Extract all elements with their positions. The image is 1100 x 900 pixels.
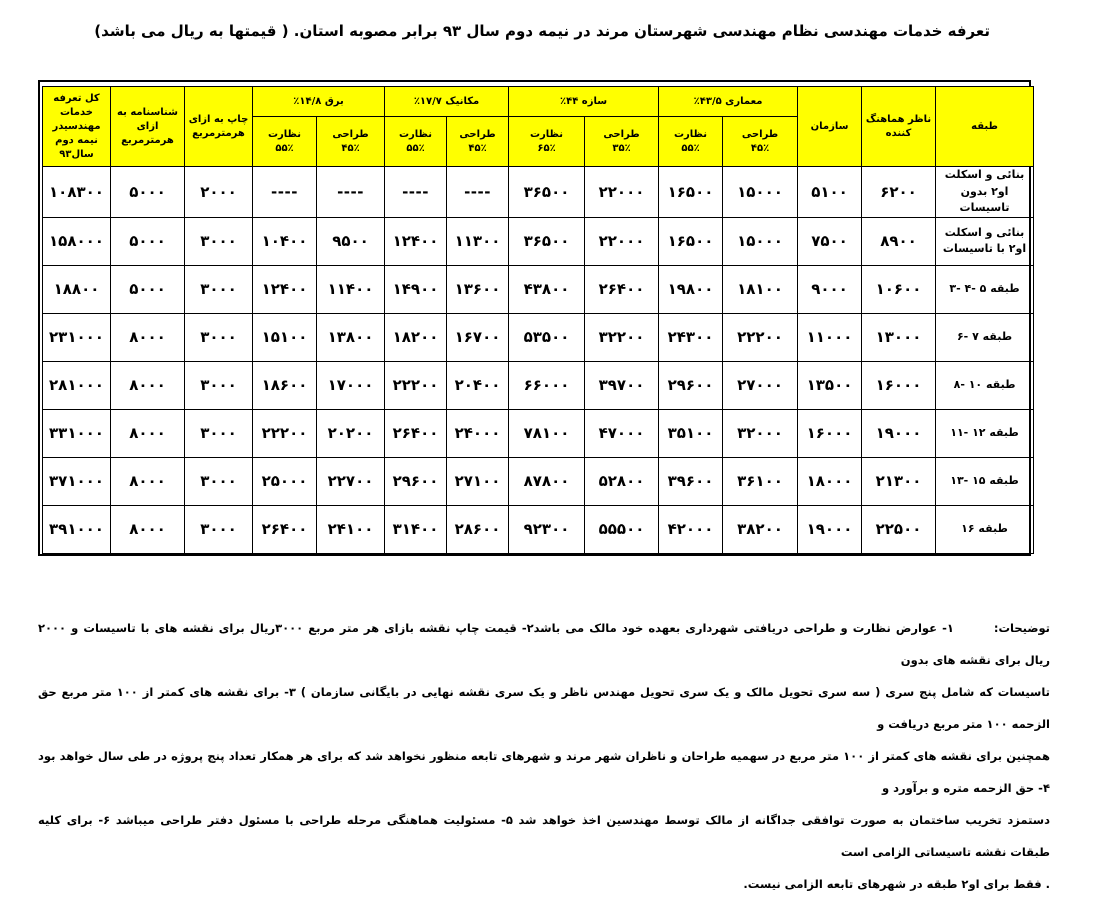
cell-organization: ۷۵۰۰: [798, 217, 862, 265]
header-organization: سازمان: [798, 87, 862, 167]
cell-organization: ۱۹۰۰۰: [798, 505, 862, 553]
cell-arch-super: ۴۲۰۰۰: [659, 505, 723, 553]
cell-print: ۳۰۰۰: [185, 505, 253, 553]
cell-floor: بنائی و اسکلت او۲ بدون تاسیسات: [936, 167, 1034, 218]
cell-struct-design: ۵۵۵۰۰: [585, 505, 659, 553]
subheader-elec-supervision: نظارت ۵۵٪: [253, 117, 317, 167]
cell-print: ۳۰۰۰: [185, 265, 253, 313]
cell-mech-design: ۲۴۰۰۰: [447, 409, 509, 457]
cell-elec-super: ۱۵۱۰۰: [253, 313, 317, 361]
cell-coordinator: ۱۳۰۰۰: [862, 313, 936, 361]
cell-arch-design: ۱۸۱۰۰: [723, 265, 798, 313]
cell-mech-design: ۲۷۱۰۰: [447, 457, 509, 505]
header-mechanical: مکانیک ۱۷/۷٪: [385, 87, 509, 117]
table-row: [43, 361, 1034, 409]
cell-elec-super: ----: [253, 167, 317, 218]
cell-organization: ۱۸۰۰۰: [798, 457, 862, 505]
cell-id-card: ۸۰۰۰: [111, 361, 185, 409]
cell-floor: طبقه ۱۲ -۱۱: [936, 409, 1034, 457]
cell-arch-super: ۱۹۸۰۰: [659, 265, 723, 313]
cell-total: ۲۳۱۰۰۰: [43, 313, 111, 361]
cell-coordinator: ۶۲۰۰: [862, 167, 936, 218]
cell-elec-design: ۱۳۸۰۰: [317, 313, 385, 361]
page-title: تعرفه خدمات مهندسی نظام مهندسی شهرستان مرند در نیمه دوم سال ۹۳ برابر مصوبه استان. ( قیمتها به ریال می باشد): [94, 22, 990, 40]
table-row: [43, 167, 1034, 218]
cell-coordinator: ۲۱۳۰۰: [862, 457, 936, 505]
cell-organization: ۱۳۵۰۰: [798, 361, 862, 409]
cell-total: ۱۵۸۰۰۰: [43, 217, 111, 265]
cell-floor: طبقه ۵ -۴ -۳: [936, 265, 1034, 313]
cell-mech-design: ۱۳۶۰۰: [447, 265, 509, 313]
cell-arch-design: ۲۷۰۰۰: [723, 361, 798, 409]
cell-mech-super: ۲۲۲۰۰: [385, 361, 447, 409]
cell-coordinator: ۸۹۰۰: [862, 217, 936, 265]
header-coordinator: ناظر هماهنگ کننده: [862, 87, 936, 167]
cell-arch-design: ۱۵۰۰۰: [723, 217, 798, 265]
cell-struct-design: ۴۷۰۰۰: [585, 409, 659, 457]
notes-line-3: همچنین برای نقشه های کمتر از ۱۰۰ متر مربع در سهمیه طراحان و ناظران شهر مرند و شهرهای تابعه منظور نخواهد شد که برای هر همکار تعداد پنج پروژه در طی سال خواهد بود ۴- حق الزحمه متره و برآورد و: [38, 749, 1050, 795]
tariff-table-frame: [38, 80, 1031, 556]
cell-organization: ۱۱۰۰۰: [798, 313, 862, 361]
table-row: [43, 409, 1034, 457]
cell-elec-design: ۲۰۲۰۰: [317, 409, 385, 457]
subheader-arch-supervision: نظارت ۵۵٪: [659, 117, 723, 167]
cell-struct-super: ۳۶۵۰۰: [509, 217, 585, 265]
cell-id-card: ۸۰۰۰: [111, 409, 185, 457]
cell-elec-design: ۲۴۱۰۰: [317, 505, 385, 553]
cell-total: ۱۰۸۳۰۰: [43, 167, 111, 218]
cell-id-card: ۸۰۰۰: [111, 313, 185, 361]
cell-id-card: ۸۰۰۰: [111, 457, 185, 505]
cell-print: ۳۰۰۰: [185, 361, 253, 409]
cell-total: ۱۸۸۰۰: [43, 265, 111, 313]
cell-mech-super: ۱۴۹۰۰: [385, 265, 447, 313]
cell-mech-design: ۲۰۴۰۰: [447, 361, 509, 409]
cell-total: ۳۳۱۰۰۰: [43, 409, 111, 457]
cell-arch-super: ۳۹۶۰۰: [659, 457, 723, 505]
cell-coordinator: ۱۰۶۰۰: [862, 265, 936, 313]
notes-line-4: دستمزد تخریب ساختمان به صورت توافقی جداگانه از مالک توسط مهندسین اخذ خواهد شد ۵- مسئولیت هماهنگی مرحله طراحی با مسئول دفتر طراحی میباشد ۶- برای کلیه طبقات نقشه تاسیساتی الزامی است: [38, 813, 1050, 859]
cell-total: ۲۸۱۰۰۰: [43, 361, 111, 409]
cell-arch-design: ۳۸۲۰۰: [723, 505, 798, 553]
cell-elec-super: ۱۲۴۰۰: [253, 265, 317, 313]
cell-mech-design: ۱۶۷۰۰: [447, 313, 509, 361]
cell-mech-super: ۳۱۴۰۰: [385, 505, 447, 553]
notes-line-5: . فقط برای او۲ طبقه در شهرهای تابعه الزامی نیست.: [743, 877, 1050, 891]
cell-arch-super: ۲۹۶۰۰: [659, 361, 723, 409]
cell-arch-design: ۱۵۰۰۰: [723, 167, 798, 218]
cell-struct-super: ۳۶۵۰۰: [509, 167, 585, 218]
cell-print: ۳۰۰۰: [185, 409, 253, 457]
header-total: کل تعرفه خدمات مهندسیدر نیمه دوم سال۹۳: [43, 87, 111, 167]
cell-elec-design: ۱۱۴۰۰: [317, 265, 385, 313]
cell-floor: طبقه ۱۶: [936, 505, 1034, 553]
cell-arch-super: ۲۴۳۰۰: [659, 313, 723, 361]
cell-elec-super: ۱۸۶۰۰: [253, 361, 317, 409]
cell-organization: ۹۰۰۰: [798, 265, 862, 313]
cell-struct-design: ۵۲۸۰۰: [585, 457, 659, 505]
subheader-struct-design: طراحی ۳۵٪: [585, 117, 659, 167]
cell-floor: بنائی و اسکلت او۲ با تاسیسات: [936, 217, 1034, 265]
cell-elec-design: ۱۷۰۰۰: [317, 361, 385, 409]
cell-mech-super: ۱۸۲۰۰: [385, 313, 447, 361]
cell-elec-super: ۲۲۲۰۰: [253, 409, 317, 457]
cell-struct-design: ۲۲۰۰۰: [585, 217, 659, 265]
cell-floor: طبقه ۱۰ -۸: [936, 361, 1034, 409]
table-row: [43, 265, 1034, 313]
cell-print: ۲۰۰۰: [185, 167, 253, 218]
cell-coordinator: ۱۹۰۰۰: [862, 409, 936, 457]
cell-organization: ۵۱۰۰: [798, 167, 862, 218]
notes-section: [38, 612, 1050, 900]
tariff-body: [43, 167, 1034, 554]
cell-struct-super: ۶۶۰۰۰: [509, 361, 585, 409]
table-row: [43, 505, 1034, 553]
table-row: [43, 457, 1034, 505]
cell-mech-super: ۲۹۶۰۰: [385, 457, 447, 505]
cell-floor: طبقه ۷ -۶: [936, 313, 1034, 361]
cell-floor: طبقه ۱۵ -۱۳: [936, 457, 1034, 505]
cell-struct-super: ۴۳۸۰۰: [509, 265, 585, 313]
cell-mech-super: ----: [385, 167, 447, 218]
notes-label: توضیحات:: [993, 621, 1051, 635]
cell-struct-super: ۷۸۱۰۰: [509, 409, 585, 457]
cell-struct-super: ۸۷۸۰۰: [509, 457, 585, 505]
cell-mech-super: ۲۶۴۰۰: [385, 409, 447, 457]
cell-total: ۳۷۱۰۰۰: [43, 457, 111, 505]
tariff-table: [42, 86, 1034, 554]
cell-struct-design: ۳۹۷۰۰: [585, 361, 659, 409]
cell-arch-design: ۳۶۱۰۰: [723, 457, 798, 505]
cell-arch-super: ۱۶۵۰۰: [659, 217, 723, 265]
cell-arch-super: ۱۶۵۰۰: [659, 167, 723, 218]
cell-elec-design: ۲۲۷۰۰: [317, 457, 385, 505]
cell-print: ۳۰۰۰: [185, 313, 253, 361]
cell-arch-super: ۳۵۱۰۰: [659, 409, 723, 457]
header-structure: سازه ۴۴٪: [509, 87, 659, 117]
cell-struct-design: ۳۲۲۰۰: [585, 313, 659, 361]
subheader-mech-supervision: نظارت ۵۵٪: [385, 117, 447, 167]
cell-id-card: ۸۰۰۰: [111, 505, 185, 553]
notes-line-2: تاسیسات که شامل پنج سری ( سه سری تحویل مالک و یک سری تحویل مهندس ناظر و یک سری نقشه نهایی در بایگانی سازمان ) ۳- برای نقشه های کمتر از ۱۰۰ متر مربع حق الزحمه ۱۰۰ متر مربع دریافت و: [38, 685, 1050, 731]
subheader-struct-supervision: نظارت ۶۵٪: [509, 117, 585, 167]
subheader-arch-design: طراحی ۴۵٪: [723, 117, 798, 167]
cell-elec-design: ۹۵۰۰: [317, 217, 385, 265]
table-row: [43, 313, 1034, 361]
cell-arch-design: ۳۲۰۰۰: [723, 409, 798, 457]
cell-coordinator: ۲۲۵۰۰: [862, 505, 936, 553]
notes-line-1: توضیحات:۱- عوارض نظارت و طراحی دریافتی شهرداری بعهده خود مالک می باشد۲- قیمت چاپ نقشه بازای هر متر مربع ۳۰۰۰ریال برای نقشه های با تاسیسات و ۲۰۰۰ ریال برای نقشه های بدون: [38, 621, 1051, 667]
cell-id-card: ۵۰۰۰: [111, 217, 185, 265]
cell-organization: ۱۶۰۰۰: [798, 409, 862, 457]
cell-elec-super: ۲۵۰۰۰: [253, 457, 317, 505]
cell-print: ۳۰۰۰: [185, 457, 253, 505]
header-architecture: معماری ۴۳/۵٪: [659, 87, 798, 117]
cell-total: ۳۹۱۰۰۰: [43, 505, 111, 553]
cell-mech-design: ----: [447, 167, 509, 218]
cell-mech-design: ۱۱۳۰۰: [447, 217, 509, 265]
cell-id-card: ۵۰۰۰: [111, 167, 185, 218]
cell-struct-design: ۲۶۴۰۰: [585, 265, 659, 313]
cell-elec-super: ۲۶۴۰۰: [253, 505, 317, 553]
table-row: [43, 217, 1034, 265]
cell-elec-design: ----: [317, 167, 385, 218]
cell-mech-super: ۱۲۴۰۰: [385, 217, 447, 265]
header-print: چاپ به ازای هرمترمربع: [185, 87, 253, 167]
cell-struct-super: ۵۳۵۰۰: [509, 313, 585, 361]
subheader-elec-design: طراحی ۴۵٪: [317, 117, 385, 167]
cell-arch-design: ۲۲۲۰۰: [723, 313, 798, 361]
cell-elec-super: ۱۰۴۰۰: [253, 217, 317, 265]
header-floor: طبقه: [936, 87, 1034, 167]
subheader-mech-design: طراحی ۴۵٪: [447, 117, 509, 167]
cell-struct-design: ۲۲۰۰۰: [585, 167, 659, 218]
cell-struct-super: ۹۲۳۰۰: [509, 505, 585, 553]
header-electrical: برق ۱۴/۸٪: [253, 87, 385, 117]
cell-coordinator: ۱۶۰۰۰: [862, 361, 936, 409]
cell-mech-design: ۲۸۶۰۰: [447, 505, 509, 553]
cell-print: ۳۰۰۰: [185, 217, 253, 265]
header-id-card: شناسنامه به ازای هرمترمربع: [111, 87, 185, 167]
cell-id-card: ۵۰۰۰: [111, 265, 185, 313]
